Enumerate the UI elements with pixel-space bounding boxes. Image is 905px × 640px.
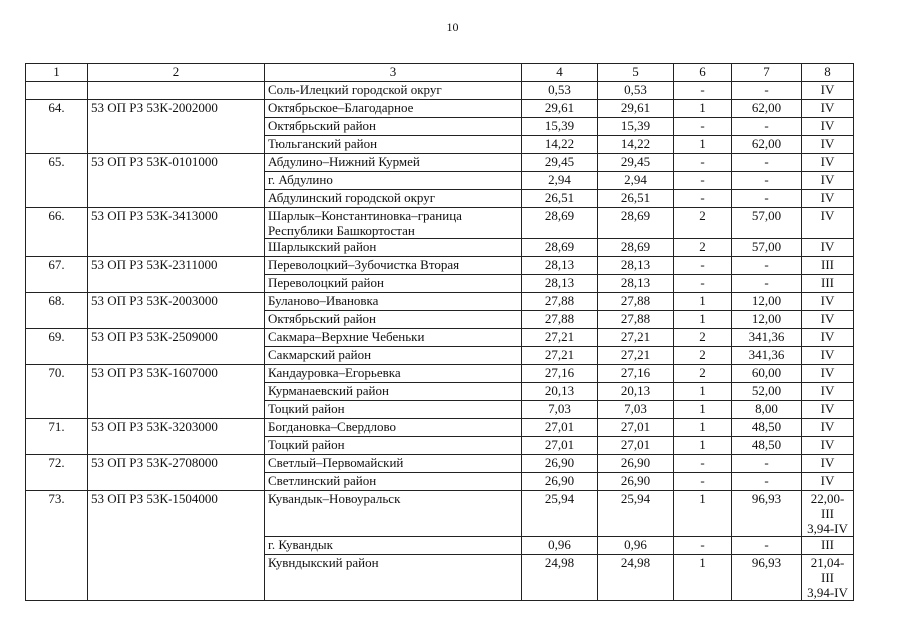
col-6-value: 1	[674, 293, 732, 311]
road-code: 53 ОП РЗ 53К-2509000	[88, 329, 265, 365]
row-number: 68.	[26, 293, 88, 329]
col-5-value: 27,01	[598, 419, 674, 437]
header-col-5: 5	[598, 64, 674, 82]
col-5-value: 28,69	[598, 208, 674, 239]
col-8-value: IV	[802, 329, 854, 347]
road-code: 53 ОП РЗ 53К-1504000	[88, 491, 265, 601]
road-name: Шарлык–Константиновка–граница Республики Башкортостан	[265, 208, 522, 239]
road-name: Буланово–Ивановка	[265, 293, 522, 311]
header-col-4: 4	[522, 64, 598, 82]
col-5-value: 26,90	[598, 473, 674, 491]
col-4-value: 25,94	[522, 491, 598, 537]
col-8-value: IV	[802, 347, 854, 365]
row-number: 67.	[26, 257, 88, 293]
row-number: 66.	[26, 208, 88, 257]
col-6-value: 1	[674, 419, 732, 437]
category-line: 3,94-IV	[807, 585, 848, 600]
col-7-value: 48,50	[732, 419, 802, 437]
col-4-value: 24,98	[522, 555, 598, 601]
col-4-value: 15,39	[522, 118, 598, 136]
col-7-value: 52,00	[732, 383, 802, 401]
col-7-value: -	[732, 118, 802, 136]
col-8-value: IV	[802, 208, 854, 239]
road-code: 53 ОП РЗ 53К-2003000	[88, 293, 265, 329]
col-5-value: 29,61	[598, 100, 674, 118]
col-4-value: 28,69	[522, 208, 598, 239]
col-8-value: IV	[802, 401, 854, 419]
col-4-value: 28,13	[522, 257, 598, 275]
col-6-value: -	[674, 82, 732, 100]
col-6-value: 2	[674, 239, 732, 257]
road-name: Светлинский район	[265, 473, 522, 491]
col-4-value: 28,69	[522, 239, 598, 257]
col-5-value: 26,90	[598, 455, 674, 473]
road-code: 53 ОП РЗ 53К-2311000	[88, 257, 265, 293]
col-7-value: -	[732, 172, 802, 190]
col-4-value: 26,90	[522, 473, 598, 491]
col-8-value	[802, 555, 854, 601]
road-code: 53 ОП РЗ 53К-3203000	[88, 419, 265, 455]
col-5-value: 0,53	[598, 82, 674, 100]
table-row	[26, 208, 854, 239]
row-number: 73.	[26, 491, 88, 601]
row-number: 71.	[26, 419, 88, 455]
col-6-value: 2	[674, 329, 732, 347]
table-row	[26, 100, 854, 118]
page-number: 10	[446, 20, 459, 34]
col-8-value: IV	[802, 365, 854, 383]
col-4-value: 26,51	[522, 190, 598, 208]
col-5-value: 25,94	[598, 491, 674, 537]
table-row	[26, 419, 854, 437]
col-5-value: 29,45	[598, 154, 674, 172]
road-name: Шарлыкский район	[265, 239, 522, 257]
road-name: Октябрьский район	[265, 118, 522, 136]
col-8-value: IV	[802, 437, 854, 455]
col-6-value: 1	[674, 437, 732, 455]
col-5-value: 27,21	[598, 329, 674, 347]
road-name: Переволоцкий район	[265, 275, 522, 293]
col-5-value: 7,03	[598, 401, 674, 419]
col-6-value: 1	[674, 383, 732, 401]
col-5-value: 28,69	[598, 239, 674, 257]
col-6-value: 1	[674, 311, 732, 329]
col-7-value: 60,00	[732, 365, 802, 383]
row-number: 69.	[26, 329, 88, 365]
col-6-value: 1	[674, 136, 732, 154]
col-5-value: 0,96	[598, 537, 674, 555]
header-col-7: 7	[732, 64, 802, 82]
col-5-value: 20,13	[598, 383, 674, 401]
road-name: Переволоцкий–Зубочистка Вторая	[265, 257, 522, 275]
col-4-value: 28,13	[522, 275, 598, 293]
table-row	[26, 365, 854, 383]
table-row	[26, 455, 854, 473]
col-8-value: IV	[802, 473, 854, 491]
road-name: Кувндыкский район	[265, 555, 522, 601]
col-8-value: IV	[802, 293, 854, 311]
road-code: 53 ОП РЗ 53К-2708000	[88, 455, 265, 491]
category-line: 21,04-III	[810, 555, 845, 585]
col-6-value: -	[674, 455, 732, 473]
row-number: 65.	[26, 154, 88, 208]
col-8-value: IV	[802, 419, 854, 437]
col-6-value: -	[674, 190, 732, 208]
road-code: 53 ОП РЗ 53К-3413000	[88, 208, 265, 257]
row-number: 72.	[26, 455, 88, 491]
col-7-value: -	[732, 275, 802, 293]
road-name: г. Абдулино	[265, 172, 522, 190]
col-8-value: IV	[802, 172, 854, 190]
road-name: Кувандык–Новоуральск	[265, 491, 522, 537]
road-name: Кандауровка–Егорьевка	[265, 365, 522, 383]
col-4-value: 27,88	[522, 311, 598, 329]
col-6-value: 2	[674, 365, 732, 383]
col-5-value: 14,22	[598, 136, 674, 154]
col-6-value: -	[674, 172, 732, 190]
header-row	[26, 64, 854, 82]
col-7-value: 8,00	[732, 401, 802, 419]
table-row	[26, 82, 854, 100]
col-6-value: 1	[674, 491, 732, 537]
col-4-value: 27,21	[522, 329, 598, 347]
col-7-value: 341,36	[732, 347, 802, 365]
header-col-6: 6	[674, 64, 732, 82]
col-8-value	[802, 491, 854, 537]
col-5-value: 26,51	[598, 190, 674, 208]
col-7-value: 48,50	[732, 437, 802, 455]
col-8-value: IV	[802, 118, 854, 136]
col-8-value: IV	[802, 455, 854, 473]
row-number: 64.	[26, 100, 88, 154]
col-6-value: 1	[674, 401, 732, 419]
col-5-value: 15,39	[598, 118, 674, 136]
col-6-value: -	[674, 118, 732, 136]
col-5-value: 27,88	[598, 293, 674, 311]
col-4-value: 20,13	[522, 383, 598, 401]
col-4-value: 27,88	[522, 293, 598, 311]
road-name: Сакмара–Верхние Чебеньки	[265, 329, 522, 347]
col-7-value: 96,93	[732, 491, 802, 537]
col-4-value: 29,45	[522, 154, 598, 172]
road-name: Тюльганский район	[265, 136, 522, 154]
col-6-value: -	[674, 537, 732, 555]
road-name: Тоцкий район	[265, 437, 522, 455]
table-row	[26, 329, 854, 347]
road-name: Сакмарский район	[265, 347, 522, 365]
road-name: Октябрьский район	[265, 311, 522, 329]
col-4-value: 27,01	[522, 419, 598, 437]
col-6-value: -	[674, 473, 732, 491]
col-6-value: -	[674, 154, 732, 172]
col-4-value: 7,03	[522, 401, 598, 419]
col-4-value: 27,16	[522, 365, 598, 383]
col-7-value: 57,00	[732, 239, 802, 257]
col-7-value: -	[732, 257, 802, 275]
col-4-value: 14,22	[522, 136, 598, 154]
col-6-value: 1	[674, 100, 732, 118]
col-7-value: 12,00	[732, 293, 802, 311]
row-number	[26, 82, 88, 100]
header-col-1: 1	[26, 64, 88, 82]
table-row	[26, 491, 854, 537]
col-4-value: 0,96	[522, 537, 598, 555]
col-6-value: 1	[674, 555, 732, 601]
col-4-value: 27,01	[522, 437, 598, 455]
header-col-2: 2	[88, 64, 265, 82]
col-6-value: 2	[674, 347, 732, 365]
col-7-value: -	[732, 82, 802, 100]
col-5-value: 24,98	[598, 555, 674, 601]
col-8-value: III	[802, 275, 854, 293]
col-8-value: IV	[802, 82, 854, 100]
col-7-value: 62,00	[732, 136, 802, 154]
col-8-value: III	[802, 257, 854, 275]
road-name: Октябрьское–Благодарное	[265, 100, 522, 118]
road-name: Тоцкий район	[265, 401, 522, 419]
col-6-value: 2	[674, 208, 732, 239]
col-8-value: III	[802, 537, 854, 555]
road-name: Светлый–Первомайский	[265, 455, 522, 473]
col-7-value: -	[732, 455, 802, 473]
col-8-value: IV	[802, 383, 854, 401]
table-row	[26, 257, 854, 275]
row-number: 70.	[26, 365, 88, 419]
col-7-value: 341,36	[732, 329, 802, 347]
header-col-3: 3	[265, 64, 522, 82]
col-8-value: IV	[802, 136, 854, 154]
road-name: г. Кувандык	[265, 537, 522, 555]
col-8-value: IV	[802, 190, 854, 208]
col-8-value: IV	[802, 154, 854, 172]
col-5-value: 27,88	[598, 311, 674, 329]
road-name: Соль-Илецкий городской округ	[265, 82, 522, 100]
col-7-value: -	[732, 154, 802, 172]
road-name: Абдулино–Нижний Курмей	[265, 154, 522, 172]
category-line: 3,94-IV	[807, 521, 848, 536]
col-5-value: 27,16	[598, 365, 674, 383]
road-code: 53 ОП РЗ 53К-1607000	[88, 365, 265, 419]
col-8-value: IV	[802, 100, 854, 118]
col-8-value: IV	[802, 311, 854, 329]
header-col-8: 8	[802, 64, 854, 82]
table-row	[26, 293, 854, 311]
col-4-value: 2,94	[522, 172, 598, 190]
col-6-value: -	[674, 257, 732, 275]
col-4-value: 26,90	[522, 455, 598, 473]
road-code: 53 ОП РЗ 53К-2002000	[88, 100, 265, 154]
roads-table	[25, 63, 854, 601]
col-4-value: 27,21	[522, 347, 598, 365]
road-code	[88, 82, 265, 100]
road-name: Богдановка–Свердлово	[265, 419, 522, 437]
col-7-value: 96,93	[732, 555, 802, 601]
category-line: 22,00-III	[810, 491, 845, 521]
col-7-value: 57,00	[732, 208, 802, 239]
col-7-value: 12,00	[732, 311, 802, 329]
col-7-value: -	[732, 537, 802, 555]
col-8-value: IV	[802, 239, 854, 257]
road-name: Курманаевский район	[265, 383, 522, 401]
col-5-value: 27,01	[598, 437, 674, 455]
col-7-value: -	[732, 190, 802, 208]
col-4-value: 0,53	[522, 82, 598, 100]
road-name: Абдулинский городской округ	[265, 190, 522, 208]
col-5-value: 2,94	[598, 172, 674, 190]
col-5-value: 28,13	[598, 257, 674, 275]
road-code: 53 ОП РЗ 53К-0101000	[88, 154, 265, 208]
col-7-value: 62,00	[732, 100, 802, 118]
col-5-value: 27,21	[598, 347, 674, 365]
col-6-value: -	[674, 275, 732, 293]
col-7-value: -	[732, 473, 802, 491]
col-5-value: 28,13	[598, 275, 674, 293]
col-4-value: 29,61	[522, 100, 598, 118]
table-row	[26, 154, 854, 172]
